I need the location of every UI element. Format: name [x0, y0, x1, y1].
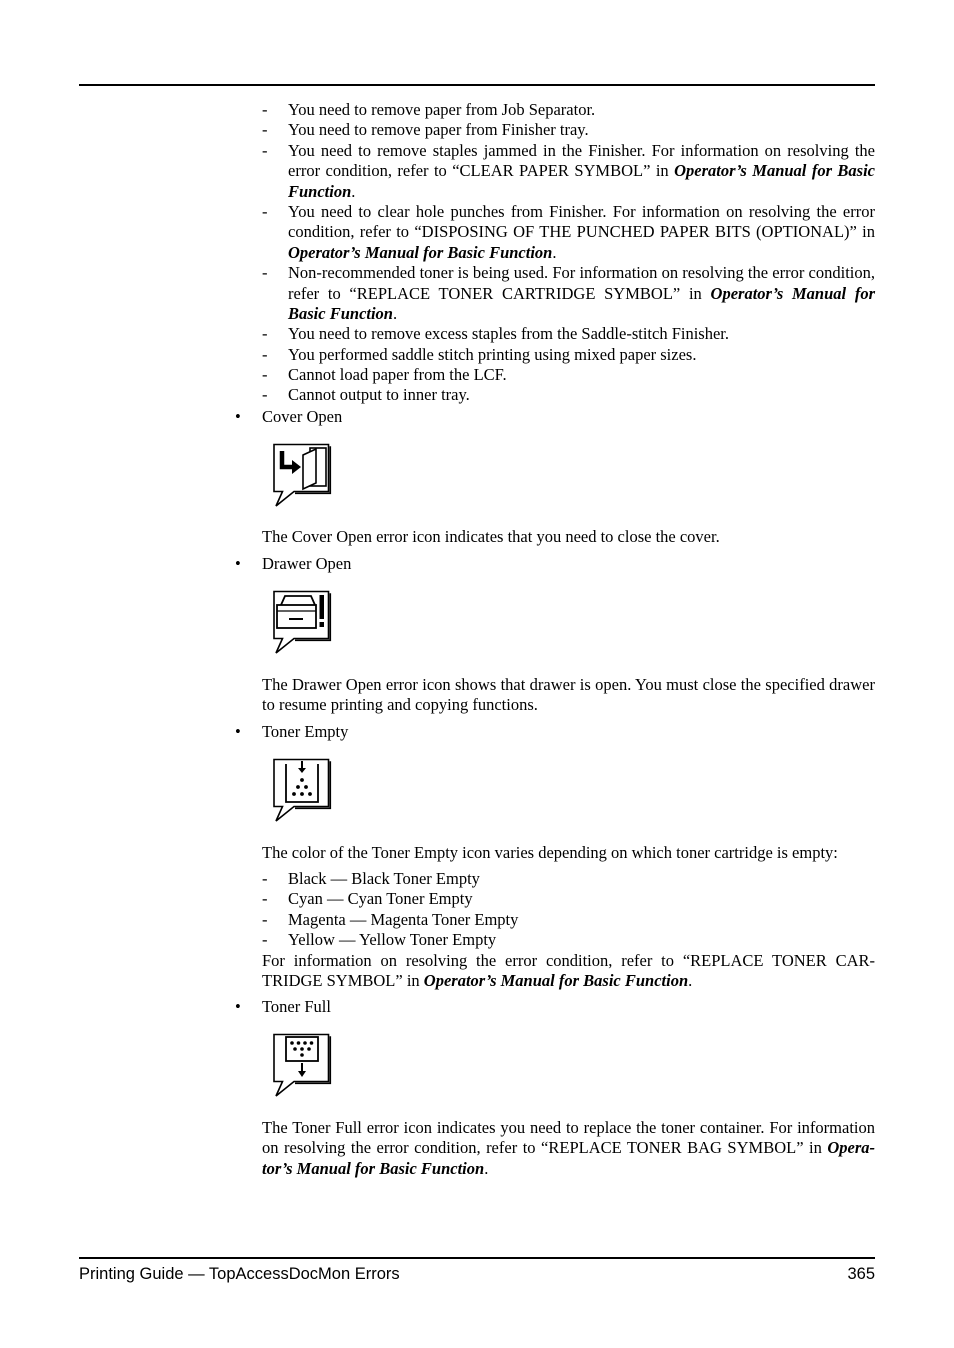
list-item-line: Non-recommended toner is being used. For information on resolving the error condition, — [288, 263, 875, 283]
page-number: 365 — [847, 1265, 875, 1283]
line-text: on resolving the error condition, refer to “REPLACE TONER BAG SYMBOL” in — [262, 1138, 822, 1158]
section-title: Cover Open — [262, 407, 343, 426]
list-dash: - — [262, 263, 268, 283]
manual-reference: Function — [288, 181, 352, 201]
bullet: • — [235, 997, 241, 1016]
description-line: to resume printing and copying functions. — [262, 695, 538, 715]
list-item-text: Black — Black Toner Empty — [288, 869, 480, 888]
toner-empty-icon-graphic — [272, 758, 332, 823]
toner-colors-list — [262, 869, 875, 991]
cover-open-icon-graphic — [272, 443, 332, 508]
list-item-text: Cannot load paper from the LCF. — [288, 365, 507, 385]
list-dash: - — [262, 140, 268, 160]
list-item-text: Cyan — Cyan Toner Empty — [288, 889, 473, 909]
cover-open-icon — [272, 443, 332, 508]
section-title: Drawer Open — [262, 554, 352, 573]
list-item-text: You need to remove paper from Job Separator. — [288, 100, 596, 119]
list-dash: - — [262, 201, 268, 221]
toner-full-description — [262, 1118, 875, 1179]
list-item-text: You need to remove paper from Finisher tray. — [288, 120, 589, 140]
list-dash: - — [262, 930, 268, 950]
description-line — [262, 1159, 875, 1179]
list-item-text: Yellow — Yellow Toner Empty — [288, 930, 497, 950]
list-item — [262, 100, 875, 120]
description-line — [262, 1138, 875, 1158]
list-item — [262, 202, 875, 263]
section-heading-toner-full — [235, 997, 331, 1017]
list-dash: - — [262, 869, 268, 888]
list-item-line: condition, refer to “DISPOSING OF THE PUNCHED PAPER BITS (OPTIONAL)” in — [288, 222, 875, 242]
manual-reference: Operator’s Manual for — [710, 283, 876, 303]
list-dash: - — [262, 100, 268, 119]
cover-open-description — [262, 527, 875, 547]
line-text: . — [393, 303, 398, 323]
drawer-open-description — [262, 675, 875, 716]
manual-reference: Operator’s Manual for Basic Function — [288, 242, 553, 262]
manual-reference: Operator’s Manual for Basic — [674, 161, 876, 181]
manual-reference: tor’s Manual for Basic Function — [262, 1158, 485, 1178]
bullet: • — [235, 722, 241, 741]
page-footer — [79, 1264, 875, 1284]
list-item — [262, 385, 875, 405]
list-item-line — [288, 182, 875, 202]
bullet: • — [235, 554, 241, 573]
description-line: The Toner Full error icon indicates you need to replace the toner container. For information — [262, 1118, 875, 1137]
error-conditions-list — [262, 100, 875, 406]
list-item — [262, 120, 875, 140]
footer-rule — [79, 1257, 875, 1259]
list-item — [262, 869, 875, 889]
list-item-text: Magenta — Magenta Toner Empty — [288, 909, 519, 929]
drawer-open-icon-graphic — [272, 590, 332, 655]
list-dash: - — [262, 889, 268, 909]
list-dash: - — [262, 120, 268, 140]
toner-empty-description — [262, 843, 875, 863]
line-text: TRIDGE SYMBOL” in — [262, 970, 420, 990]
list-item-line — [288, 304, 875, 324]
bullet: • — [235, 407, 241, 426]
list-item — [262, 263, 875, 324]
list-item-line — [288, 243, 875, 263]
line-text: . — [484, 1158, 489, 1178]
manual-reference: Operator’s Manual for Basic Function — [423, 970, 689, 990]
list-item-line: You need to remove staples jammed in the Finisher. For information on resolving the — [288, 140, 875, 160]
list-item — [262, 324, 875, 344]
toner-full-icon-graphic — [272, 1033, 332, 1098]
list-item-line: You need to clear hole punches from Finisher. For information on resolving the error — [288, 201, 875, 221]
note-line — [262, 971, 875, 991]
line-text: error condition, refer to “CLEAR PAPER SYMBOL” in — [288, 161, 669, 181]
description-line: The color of the Toner Empty icon varies depending on which toner cartridge is empty: — [262, 843, 838, 862]
section-heading-cover-open — [235, 407, 342, 427]
list-item — [262, 365, 875, 385]
section-heading-drawer-open — [235, 554, 351, 574]
section-title: Toner Empty — [262, 722, 349, 741]
line-text: . — [552, 242, 557, 262]
section-heading-toner-empty — [235, 722, 348, 742]
section-title: Toner Full — [262, 997, 331, 1016]
list-item-text: Cannot output to inner tray. — [288, 385, 470, 405]
footer-title: Printing Guide — TopAccessDocMon Errors — [79, 1265, 400, 1283]
list-dash: - — [262, 344, 268, 364]
toner-empty-icon — [272, 758, 332, 823]
note-line: For information on resolving the error condition, refer to “REPLACE TONER CAR- — [262, 950, 875, 970]
list-item — [262, 345, 875, 365]
list-item-line — [288, 161, 875, 181]
line-text: refer to “REPLACE TONER CARTRIDGE SYMBOL” in — [288, 283, 702, 303]
toner-full-icon — [272, 1033, 332, 1098]
list-dash: - — [262, 909, 268, 929]
line-text: . — [688, 970, 693, 990]
list-dash: - — [262, 324, 268, 344]
list-item-line — [288, 284, 875, 304]
list-item — [262, 930, 875, 950]
description-line: The Cover Open error icon indicates that you need to close the cover. — [262, 527, 720, 546]
list-item — [262, 141, 875, 202]
list-item — [262, 910, 875, 930]
header-rule — [79, 84, 875, 86]
list-item-text: You need to remove excess staples from the Saddle-stitch Finisher. — [288, 324, 729, 344]
list-item-text: You performed saddle stitch printing using mixed paper sizes. — [288, 344, 697, 364]
manual-reference: Basic Function — [288, 303, 393, 323]
list-item — [262, 889, 875, 909]
drawer-open-icon — [272, 590, 332, 655]
manual-reference: Opera- — [827, 1138, 876, 1158]
list-dash: - — [262, 365, 268, 385]
description-line: The Drawer Open error icon shows that drawer is open. You must close the specified drawer — [262, 675, 875, 694]
list-dash: - — [262, 385, 268, 405]
line-text: . — [351, 181, 356, 201]
